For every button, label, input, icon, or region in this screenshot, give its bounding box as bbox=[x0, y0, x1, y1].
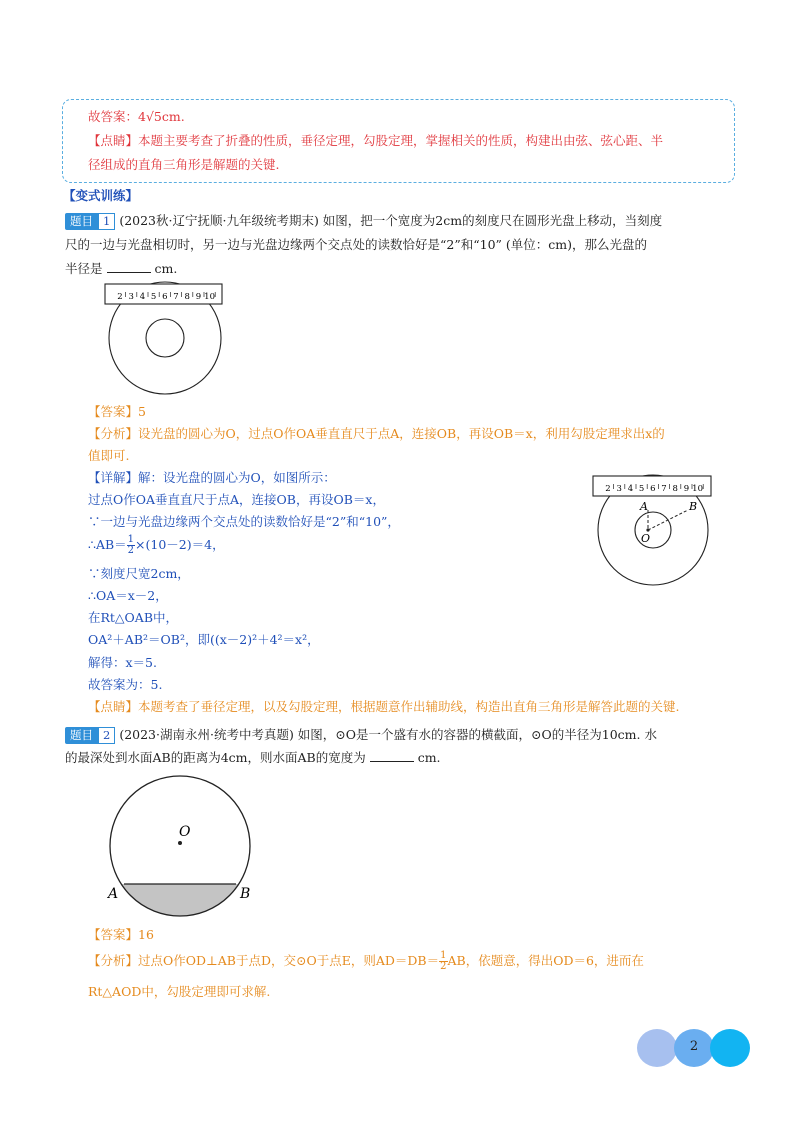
ruler-tick-label: 7 bbox=[661, 484, 667, 494]
q1-tag-label: 题目 bbox=[65, 213, 98, 230]
page-bubble-right bbox=[710, 1029, 750, 1067]
q1-line3-pre: 半径是 bbox=[65, 261, 103, 276]
fig-label-o: O bbox=[641, 532, 651, 545]
q1-detail-4-pre: ∴AB＝ bbox=[88, 537, 127, 552]
q2-answer: 【答案】16 bbox=[88, 927, 154, 942]
q2-label-a: A bbox=[108, 886, 119, 902]
q2-text-1: (2023·湖南永州·统考中考真题) 如图，⊙O是一个盛有水的容器的横截面，⊙O的半径为10cm. 水 bbox=[119, 727, 657, 742]
ruler-tick-label: 3 bbox=[616, 484, 622, 494]
q1-tag-number: 1 bbox=[98, 213, 115, 230]
ruler-tick-label: 2 bbox=[605, 484, 611, 494]
ruler-tick-label: 10 bbox=[204, 292, 216, 302]
ruler-tick-label: 6 bbox=[650, 484, 656, 494]
q2-fraction: $\frac{1}{2}$ bbox=[440, 950, 447, 972]
ruler-tick-label: 5 bbox=[150, 292, 157, 302]
q1-solution-figure bbox=[590, 470, 720, 590]
tip-line-2: 径组成的直角三角形是解题的关键. bbox=[88, 157, 280, 172]
page-bubble-left bbox=[637, 1029, 677, 1067]
q1-ruler bbox=[117, 292, 215, 302]
fig-label-b: B bbox=[689, 500, 698, 513]
q2-line-2 bbox=[65, 748, 441, 768]
q2-tag-number: 2 bbox=[98, 727, 115, 744]
ruler-tick-label: 9 bbox=[195, 292, 202, 302]
q1-analysis-2: 值即可. bbox=[88, 448, 130, 463]
q1-detail-10: 故答案为：5. bbox=[88, 677, 163, 692]
q1-detail-2: 过点O作OA垂直直尺于点A，连接OB，再设OB＝x， bbox=[88, 492, 385, 507]
q1-analysis-1: 【分析】设光盘的圆心为O，过点O作OA垂直直尺于点A，连接OB，再设OB＝x，利用勾股定理求出x的 bbox=[88, 426, 665, 441]
q1-detail-1: 【详解】解：设光盘的圆心为O，如图所示： bbox=[88, 470, 336, 485]
q2-line-1 bbox=[65, 725, 657, 745]
fig-label-a: A bbox=[640, 500, 648, 513]
ruler-tick-label: 9 bbox=[683, 484, 690, 494]
q1-tip: 【点睛】本题考查了垂径定理，以及勾股定理，根据题意作出辅助线，构造出直角三角形是解答此题的关键. bbox=[88, 699, 680, 714]
q2-analysis-1 bbox=[88, 951, 644, 972]
ruler-tick-label: 7 bbox=[173, 292, 179, 302]
q1-fraction: $\frac{1}{2}$ bbox=[127, 534, 135, 556]
q1-detail-7: 在Rt△OAB中， bbox=[88, 610, 179, 625]
page-number: 2 bbox=[689, 1039, 699, 1054]
q1-line3-post: cm. bbox=[154, 261, 178, 276]
q1-figure-disc bbox=[100, 280, 230, 398]
q2-analysis-2: Rt△AOD中，勾股定理即可求解. bbox=[88, 984, 271, 999]
previous-answer: 故答案：4√5cm. bbox=[88, 109, 185, 124]
q1-detail-3: ∵一边与光盘边缘两个交点处的读数恰好是“2”和“10”， bbox=[88, 514, 400, 529]
q1-line-3 bbox=[65, 259, 177, 279]
q2-analysis-1-post: AB，依题意，得出OD＝6，进而在 bbox=[447, 953, 644, 968]
q1-detail-5: ∵刻度尺宽2cm， bbox=[88, 566, 190, 581]
q2-label-o: O bbox=[179, 824, 191, 840]
ruler-tick-label: 10 bbox=[692, 484, 704, 494]
q2-label-b: B bbox=[240, 886, 251, 902]
q1-answer-blank bbox=[107, 260, 151, 273]
tip-line-1: 【点睛】本题主要考查了折叠的性质，垂径定理，勾股定理，掌握相关的性质，构建出由弦、弦心距、半 bbox=[88, 133, 664, 148]
ruler-tick-label: 4 bbox=[139, 292, 146, 302]
q1-answer: 【答案】5 bbox=[88, 404, 146, 419]
q2-tag-label: 题目 bbox=[65, 727, 98, 744]
q2-line2-post: cm. bbox=[417, 750, 441, 765]
ruler-tick-label: 4 bbox=[627, 484, 634, 494]
ruler-tick-label: 3 bbox=[128, 292, 134, 302]
q2-figure-container bbox=[100, 772, 270, 918]
q1-detail-9: 解得：x＝5. bbox=[88, 655, 157, 670]
ruler-tick-label: 2 bbox=[117, 292, 123, 302]
ruler-tick-label: 5 bbox=[638, 484, 645, 494]
ruler-tick-label: 6 bbox=[162, 292, 168, 302]
ruler-tick-label: 8 bbox=[672, 484, 678, 494]
ruler-tick-label: 8 bbox=[184, 292, 190, 302]
q1-line-1 bbox=[65, 211, 662, 231]
q2-analysis-1-pre: 【分析】过点O作OD⊥AB于点D，交⊙O于点E，则AD＝DB＝ bbox=[88, 953, 440, 968]
q1-detail-4 bbox=[88, 535, 225, 556]
q1-detail-8: OA²＋AB²＝OB²，即((x－2)²＋4²＝x²， bbox=[88, 632, 320, 647]
q2-line2-pre: 的最深处到水面AB的距离为4cm，则水面AB的宽度为 bbox=[65, 750, 366, 765]
q2-answer-blank bbox=[370, 749, 414, 762]
q1-text-1: (2023秋·辽宁抚顺·九年级统考期末) 如图，把一个宽度为2cm的刻度尺在圆形光盘上移动，当刻度 bbox=[119, 213, 663, 228]
q1-detail-6: ∴OA＝x－2， bbox=[88, 588, 168, 603]
section-title: 【变式训练】 bbox=[63, 188, 139, 203]
q1-detail-4-post: ×(10－2)＝4， bbox=[135, 537, 225, 552]
q1-line-2: 尺的一边与光盘相切时，另一边与光盘边缘两个交点处的读数恰好是“2”和“10” (单位：cm)，那么光盘的 bbox=[65, 237, 648, 252]
q1-solution-ruler bbox=[605, 484, 703, 494]
